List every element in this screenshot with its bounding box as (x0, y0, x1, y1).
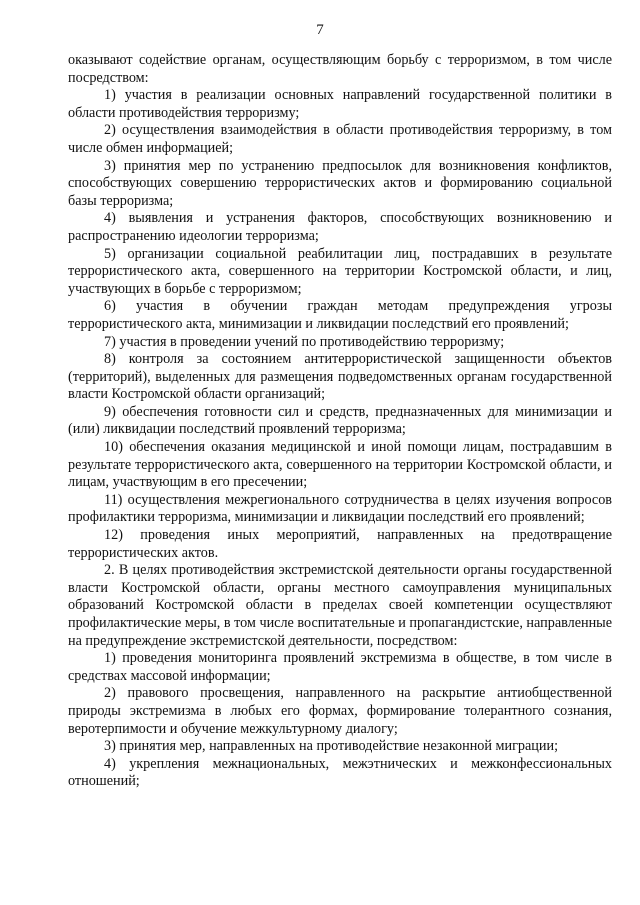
list-item: 2) правового просвещения, направленного на раскрытие антиобщественной природы экстремизма в любых его формах, формирование толерантного сознания, веротерпимости и обучение межкультурному диалогу; (68, 685, 612, 737)
list-item: 4) укрепления межнациональных, межэтнических и межконфессиональных отношений; (68, 755, 612, 790)
list-item: 5) организации социальной реабилитации лиц, пострадавших в результате террористического акта, совершенного на территории Костромской области, и лиц, участвующих в борьбе с терроризмом; (68, 245, 612, 297)
list-item: 6) участия в обучении граждан методам предупреждения угрозы террористического акта, минимизации и ликвидации последствий его проявлений; (68, 298, 612, 332)
document-body (68, 52, 612, 791)
list-item: 1) участия в реализации основных направлений государственной политики в области противодействия терроризму; (68, 87, 612, 121)
list-item: 11) осуществления межрегионального сотрудничества в целях изучения вопросов профилактики терроризма, минимизации и ликвидации последствий его проявлений; (68, 491, 612, 526)
page-number: 7 (316, 22, 324, 38)
list-item: 3) принятия мер, направленных на противодействие незаконной миграции; (104, 738, 559, 755)
list-item: 2) осуществления взаимодействия в области противодействия терроризму, в том числе обмен информацией; (68, 122, 612, 156)
list-item: 4) выявления и устранения факторов, способствующих возникновению и распространению идеологии терроризма; (68, 210, 612, 244)
paragraph: оказывают содействие органам, осуществляющим борьбу с терроризмом, в том числе посредством: (68, 52, 612, 86)
list-item: 7) участия в проведении учений по противодействию терроризму; (104, 333, 505, 350)
list-item: 12) проведения иных мероприятий, направленных на предотвращение террористических актов. (68, 527, 612, 561)
list-item: 3) принятия мер по устранению предпосылок для возникновения конфликтов, способствующих совершению террористических актов и формированию социальной базы терроризма; (68, 157, 612, 209)
list-item: 1) проведения мониторинга проявлений экстремизма в обществе, в том числе в средствах массовой информации; (68, 650, 612, 684)
list-item: 9) обеспечения готовности сил и средств, предназначенных для минимизации и (или) ликвидации последствий проявлений терроризма; (68, 403, 612, 438)
list-item: 8) контроля за состоянием антитеррористической защищенности объектов (территорий), выделенных для размещения подведомственных органам государственной власти Костромской области организаций; (68, 351, 612, 403)
list-item: 10) обеспечения оказания медицинской и иной помощи лицам, пострадавшим в результате террористического акта, совершенного на территории Костромской области, и лицам, участвующим в его пресечении; (68, 439, 612, 491)
section-paragraph: 2. В целях противодействия экстремистской деятельности органы государственной власти Костромской области, органы местного самоуправления муниципальных образований Костромской области в пределах своей компетенции осуществляют профилактические меры, в том числе воспитательные и пропагандистские, направленные на предупреждение экстремистской деятельности, посредством: (68, 562, 613, 649)
